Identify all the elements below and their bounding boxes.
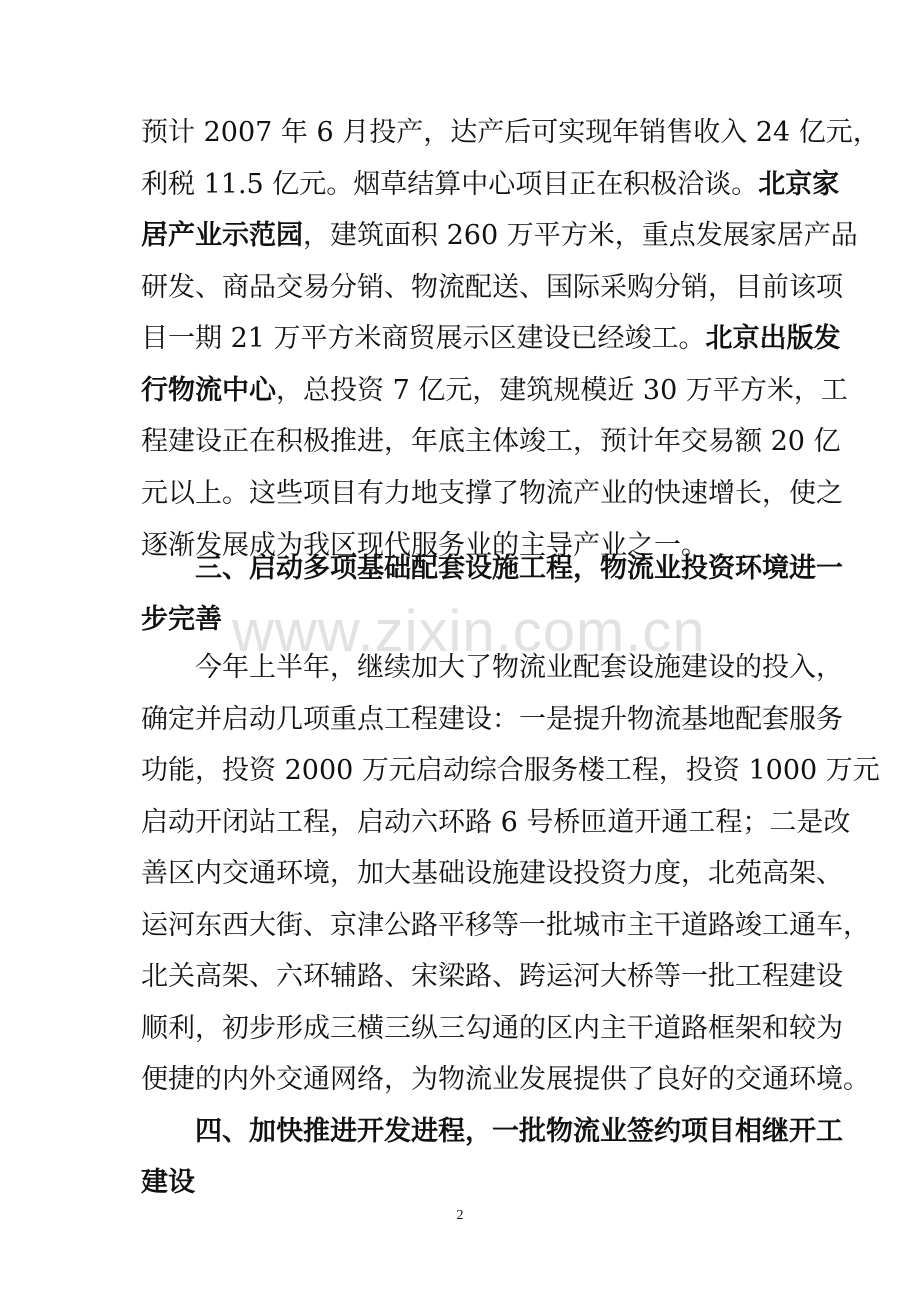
text-run: 北关高架、六环辅路、宋梁路、跨运河大桥等一批工程建设 (141, 961, 843, 992)
paragraph-line (141, 270, 843, 306)
text-run: 逐渐发展成为我区现代服务业的主导产业之一。 (141, 530, 708, 561)
paragraph-line (141, 218, 858, 254)
watermark: www.zixin.com.cn (232, 599, 706, 664)
text-run: 确定并启动几项重点工程建设：一是提升物流基地配套服务 (141, 704, 843, 735)
bold-text: 步完善 (141, 604, 222, 635)
text-run: ，建筑面积 260 万平方米，重点发展家居产品 (303, 220, 858, 251)
bold-text: 行物流中心 (141, 375, 276, 406)
paragraph-line (141, 321, 841, 357)
text-run: 顺利，初步形成三横三纵三勾通的区内主干道路框架和较为 (141, 1013, 843, 1044)
paragraph-line (141, 908, 870, 944)
text-run: 利税 11.5 亿元。烟草结算中心项目正在积极洽谈。 (141, 169, 759, 200)
bold-text: 四、加快推进开发进程，一批物流业签约项目相继开工 (195, 1116, 843, 1147)
text-run: 功能，投资 2000 万元启动综合服务楼工程，投资 1000 万元 (141, 755, 880, 786)
text-run: 善区内交通环境，加大基础设施建设投资力度，北苑高架、 (141, 858, 843, 889)
paragraph-line (141, 424, 841, 460)
paragraph-line (195, 650, 843, 686)
text-run: 启动开闭站工程，启动六环路 6 号桥匝道开通工程；二是改 (141, 807, 851, 838)
paragraph-line (141, 702, 843, 738)
text-run: 预计 2007 年 6 月投产，达产后可实现年销售收入 24 亿元， (141, 117, 880, 148)
page-number: 2 (456, 1208, 464, 1223)
bold-text: 三、启动多项基础配套设施工程，物流业投资环境进一 (195, 553, 843, 584)
text-run: 程建设正在积极推进，年底主体竣工，预计年交易额 20 亿 (141, 426, 841, 457)
paragraph-line (141, 1011, 843, 1047)
bold-text: 北京家 (758, 169, 840, 200)
text-run: 今年上半年，继续加大了物流业配套设施建设的投入， (195, 652, 843, 683)
bold-text: 建设 (141, 1167, 195, 1198)
paragraph-line (141, 856, 843, 892)
bold-text: 居产业示范园 (141, 220, 303, 251)
paragraph-line (141, 1062, 870, 1098)
text-run: 便捷的内外交通网络，为物流业发展提供了良好的交通环境。 (141, 1064, 870, 1095)
paragraph-line (141, 753, 880, 789)
section-heading-line (195, 551, 843, 587)
text-run: 目一期 21 万平方米商贸展示区建设已经竣工。 (141, 323, 706, 354)
text-run: 运河东西大街、京津公路平移等一批城市主干道路竣工通车， (141, 910, 870, 941)
paragraph-line (141, 476, 843, 512)
paragraph-line (141, 167, 840, 203)
text-run: 研发、商品交易分销、物流配送、国际采购分销，目前该项 (141, 272, 843, 303)
paragraph-line (141, 115, 880, 151)
text-run: ，总投资 7 亿元，建筑规模近 30 万平方米，工 (276, 375, 848, 406)
paragraph-line (141, 959, 843, 995)
section-heading-line (195, 1114, 843, 1150)
section-heading-line (141, 602, 781, 638)
bold-text: 北京出版发 (705, 323, 841, 354)
section-heading-line (141, 1165, 781, 1201)
text-run: 元以上。这些项目有力地支撑了物流产业的快速增长，使之 (141, 478, 843, 509)
paragraph-line (141, 805, 851, 841)
paragraph-line (141, 373, 848, 409)
